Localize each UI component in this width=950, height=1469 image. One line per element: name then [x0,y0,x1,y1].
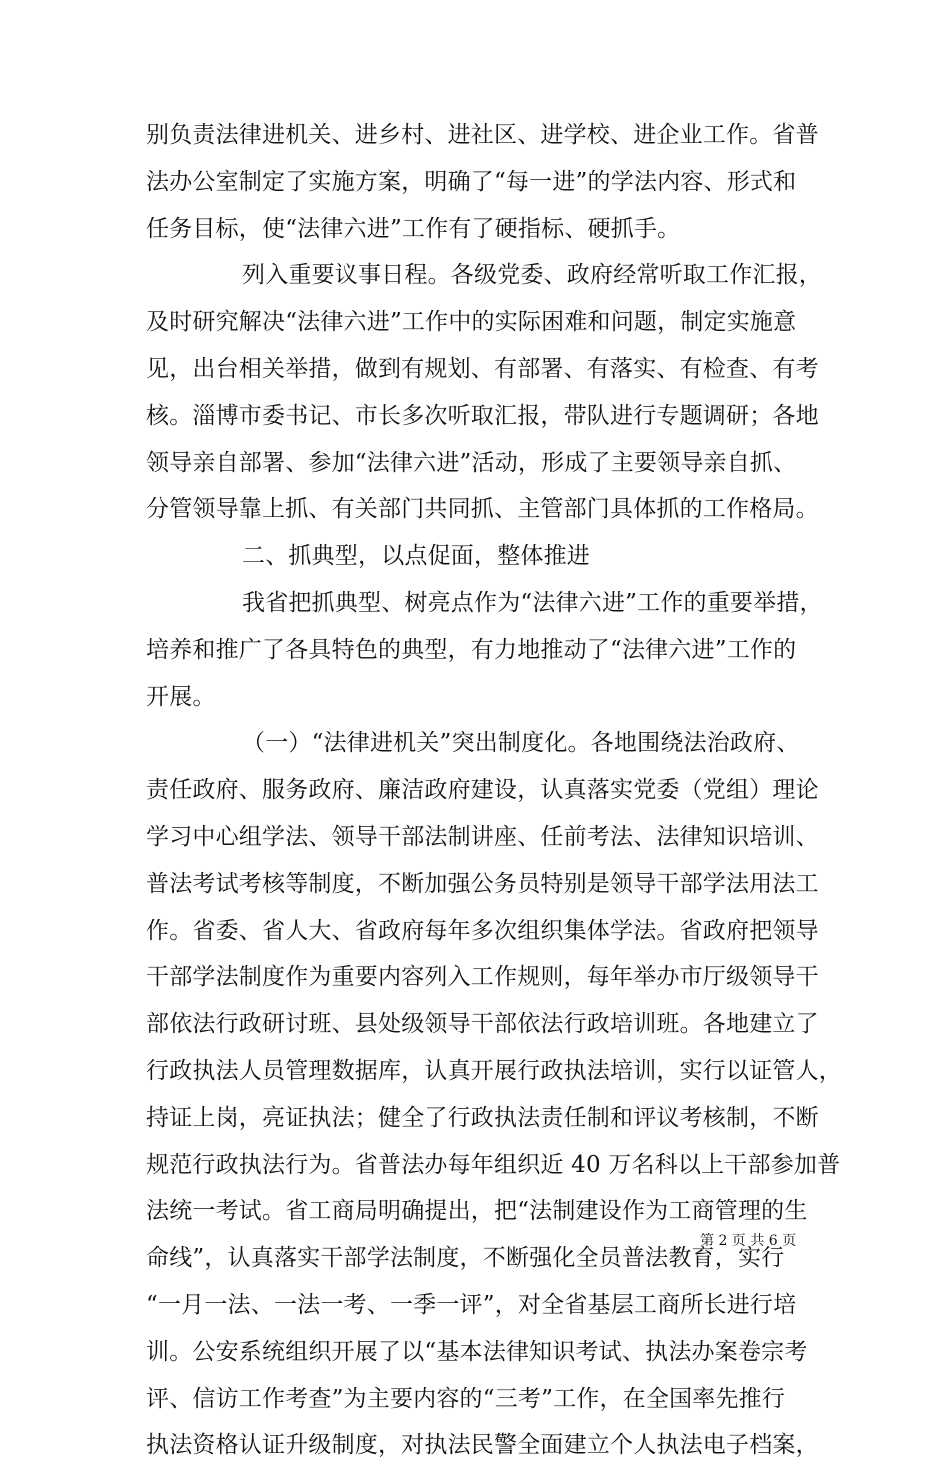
paragraph-start-line: 列入重要议事日程。各级党委、政府经常听取工作汇报， [242,262,822,289]
paragraph-start-line: 我省把抓典型、树亮点作为“法律六进”工作的重要举措， [242,589,823,616]
text-line: 及时研究解决“法律六进”工作中的实际困难和问题，制定实施意 [146,309,797,336]
text-line: 法统一考试。省工商局明确提出，把“法制建设作为工商管理的生 [146,1198,808,1225]
text-line: 部依法行政研讨班、县处级领导干部依法行政培训班。各地建立了 [146,1011,819,1038]
text-line: 规范行政执法行为。省普法办每年组织近 40 万名科以上干部参加普 [146,1151,841,1178]
text-line: 开展。 [146,683,216,710]
text-line: 执法资格认证升级制度，对执法民警全面建立个人执法电子档案， [146,1432,819,1459]
text-line: 学习中心组学法、领导干部法制讲座、任前考法、法律知识培训、 [146,823,819,850]
text-line: 干部学法制度作为重要内容列入工作规则，每年举办市厅级领导干 [146,964,819,991]
text-line: 见，出台相关举措，做到有规划、有部署、有落实、有检查、有考 [146,355,819,382]
subsection-start-line: （一）“法律进机关”突出制度化。各地围绕法治政府、 [242,730,800,757]
text-line: 法办公室制定了实施方案，明确了“每一进”的学法内容、形式和 [146,168,797,195]
text-line: 行政执法人员管理数据库，认真开展行政执法培训，实行以证管人， [146,1057,842,1084]
text-line: 命线”，认真落实干部学法制度，不断强化全员普法教育，实行 [146,1245,785,1272]
text-line: 责任政府、服务政府、廉洁政府建设，认真落实党委（党组）理论 [146,777,819,804]
text-line: 培养和推广了各具特色的典型，有力地推动了“法律六进”工作的 [146,636,797,663]
text-line: 任务目标，使“法律六进”工作有了硬指标、硬抓手。 [146,215,681,242]
page-number-footer: 第 2 页 共 6 页 [700,1233,797,1249]
section-heading: 二、抓典型，以点促面，整体推进 [242,543,590,570]
text-line: 普法考试考核等制度，不断加强公务员特别是领导干部学法用法工 [146,870,819,897]
text-line: 别负责法律进机关、进乡村、进社区、进学校、进企业工作。省普 [146,122,819,148]
text-line: 持证上岗，亮证执法；健全了行政执法责任制和评议考核制，不断 [146,1104,819,1131]
text-line: “一月一法、一法一考、一季一评”，对全省基层工商所长进行培 [146,1291,797,1318]
text-line: 领导亲自部署、参加“法律六进”活动，形成了主要领导亲自抓、 [146,449,797,476]
text-line: 训。公安系统组织开展了以“基本法律知识考试、执法办案卷宗考 [146,1338,808,1365]
text-line: 分管领导靠上抓、有关部门共同抓、主管部门具体抓的工作格局。 [146,496,819,523]
text-line: 评、信访工作考查”为主要内容的“三考”工作，在全国率先推行 [146,1385,786,1412]
text-line: 核。淄博市委书记、市长多次听取汇报，带队进行专题调研；各地 [146,402,819,429]
text-line: 作。省委、省人大、省政府每年多次组织集体学法。省政府把领导 [146,917,819,944]
document-body [146,112,842,1469]
